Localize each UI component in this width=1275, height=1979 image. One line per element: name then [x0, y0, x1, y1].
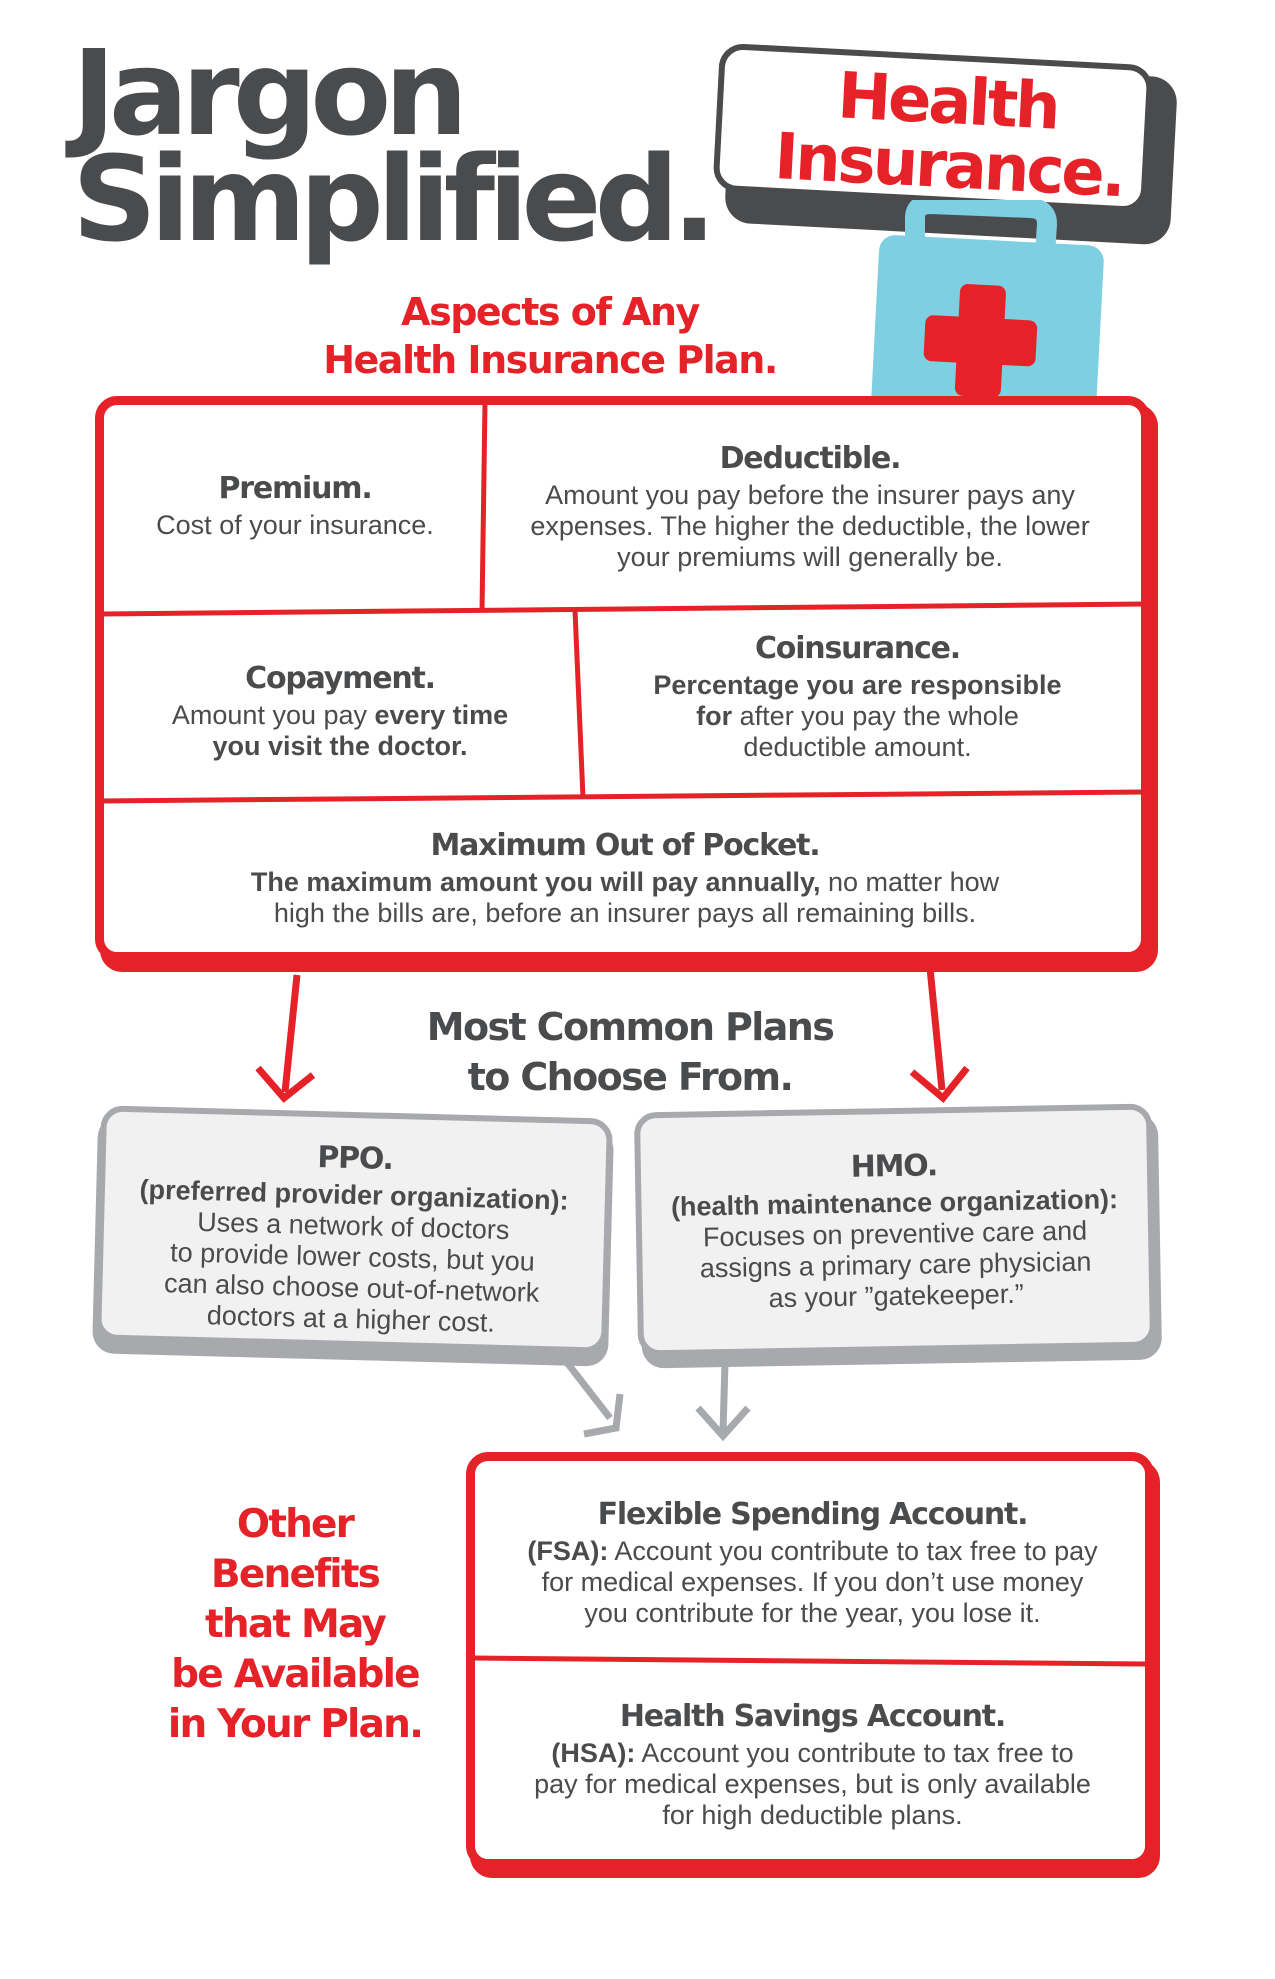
- subtitle-line-2: Health Insurance Plan.: [323, 338, 777, 382]
- fsa-line-1: [490, 1536, 1135, 1567]
- hsa-text-b: Account you contribute to tax free to: [635, 1738, 1074, 1768]
- hsa-line-1: [490, 1738, 1135, 1769]
- copayment-text-a: Amount you pay: [171, 700, 375, 730]
- deductible-line-2: expenses. The higher the deductible, the lower: [530, 511, 1090, 541]
- max-oop-line-2: high the bills are, before an insurer pays all remaining bills.: [273, 898, 977, 928]
- ppo-line-3: can also choose out-of-network: [163, 1268, 540, 1308]
- ppo-content: [106, 1134, 601, 1342]
- coinsurance-title: Coinsurance.: [754, 631, 960, 666]
- other-benefits-heading: [150, 1500, 440, 1750]
- hsa-title: Health Savings Account.: [619, 1699, 1006, 1734]
- fsa-cell: [490, 1496, 1135, 1629]
- hsa-line-3: for high deductible plans.: [662, 1800, 963, 1830]
- copayment-title: Copayment.: [245, 661, 435, 696]
- max-oop-text-b: no matter how: [820, 867, 1000, 897]
- title-line-2-text: Simplified: [72, 130, 673, 268]
- coinsurance-text-b: after you pay the whole: [732, 701, 1019, 731]
- deductible-line-1: Amount you pay before the insurer pays any: [545, 480, 1075, 510]
- max-oop-title: Maximum Out of Pocket.: [430, 828, 820, 863]
- coinsurance-line-1-text: Percentage you are responsible: [653, 670, 1062, 700]
- plans-heading-line-1: Most Common Plans: [426, 1005, 834, 1049]
- coinsurance-line-3: deductible amount.: [743, 732, 972, 762]
- title-line-1: Jargon: [72, 24, 462, 162]
- ppo-title: PPO.: [316, 1140, 394, 1178]
- arrow-down-icon: [698, 1363, 748, 1436]
- hsa-line-2: pay for medical expenses, but is only available: [534, 1769, 1091, 1799]
- tag-line-2: Insurance.: [772, 120, 1126, 213]
- other-benefits-line-3: that May: [205, 1602, 385, 1647]
- subtitle-line-1: Aspects of Any: [401, 290, 699, 334]
- other-benefits-line-1: Other: [236, 1502, 354, 1547]
- title-dot: .: [672, 130, 710, 268]
- hmo-line-3: as your ”gatekeeper.”: [768, 1278, 1024, 1314]
- deductible-title: Deductible.: [719, 441, 901, 476]
- max-oop-text-a: The maximum amount you will pay annually,: [250, 867, 821, 897]
- fsa-line-3: you contribute for the year, you lose it.: [584, 1598, 1041, 1628]
- other-benefits-line-4: be Available: [171, 1652, 419, 1697]
- copayment-text-b: every time: [374, 700, 509, 730]
- other-benefits-line-5: in Your Plan.: [167, 1702, 423, 1747]
- premium-title: Premium.: [218, 471, 372, 506]
- arrow-down-icon: [912, 968, 967, 1098]
- fsa-line-2: for medical expenses. If you don’t use money: [541, 1567, 1084, 1597]
- plans-heading-line-2: to Choose From.: [467, 1055, 793, 1099]
- hmo-line-2: assigns a primary care physician: [699, 1246, 1092, 1284]
- coinsurance-text-a: for: [696, 701, 733, 731]
- fsa-title: Flexible Spending Account.: [597, 1497, 1028, 1532]
- ppo-line-1: Uses a network of doctors: [196, 1206, 510, 1246]
- hmo-subtitle-text: (health maintenance organization):: [670, 1184, 1119, 1222]
- fsa-text-a: (FSA):: [527, 1536, 609, 1566]
- ppo-subtitle-text: (preferred provider organization):: [139, 1174, 569, 1216]
- hmo-line-1: Focuses on preventive care and: [702, 1215, 1088, 1253]
- fsa-text-b: Account you contribute to tax free to pay: [608, 1536, 1098, 1566]
- deductible-line-3: your premiums will generally be.: [617, 542, 1003, 572]
- hsa-text-a: (HSA):: [551, 1738, 636, 1768]
- arrow-down-icon: [565, 1360, 620, 1434]
- copayment-line-2-text: you visit the doctor.: [212, 731, 468, 761]
- hmo-title: HMO.: [850, 1148, 938, 1185]
- ppo-line-4: doctors at a higher cost.: [206, 1300, 496, 1338]
- arrow-down-icon: [258, 975, 313, 1098]
- hsa-cell: [490, 1698, 1135, 1831]
- ppo-line-2: to provide lower costs, but you: [169, 1237, 536, 1277]
- hmo-content: [649, 1144, 1142, 1317]
- tag-line-1: Health: [835, 59, 1060, 145]
- premium-text: Cost of your insurance.: [156, 510, 434, 540]
- other-benefits-line-2: Benefits: [210, 1552, 380, 1597]
- plans-heading: [380, 1002, 880, 1102]
